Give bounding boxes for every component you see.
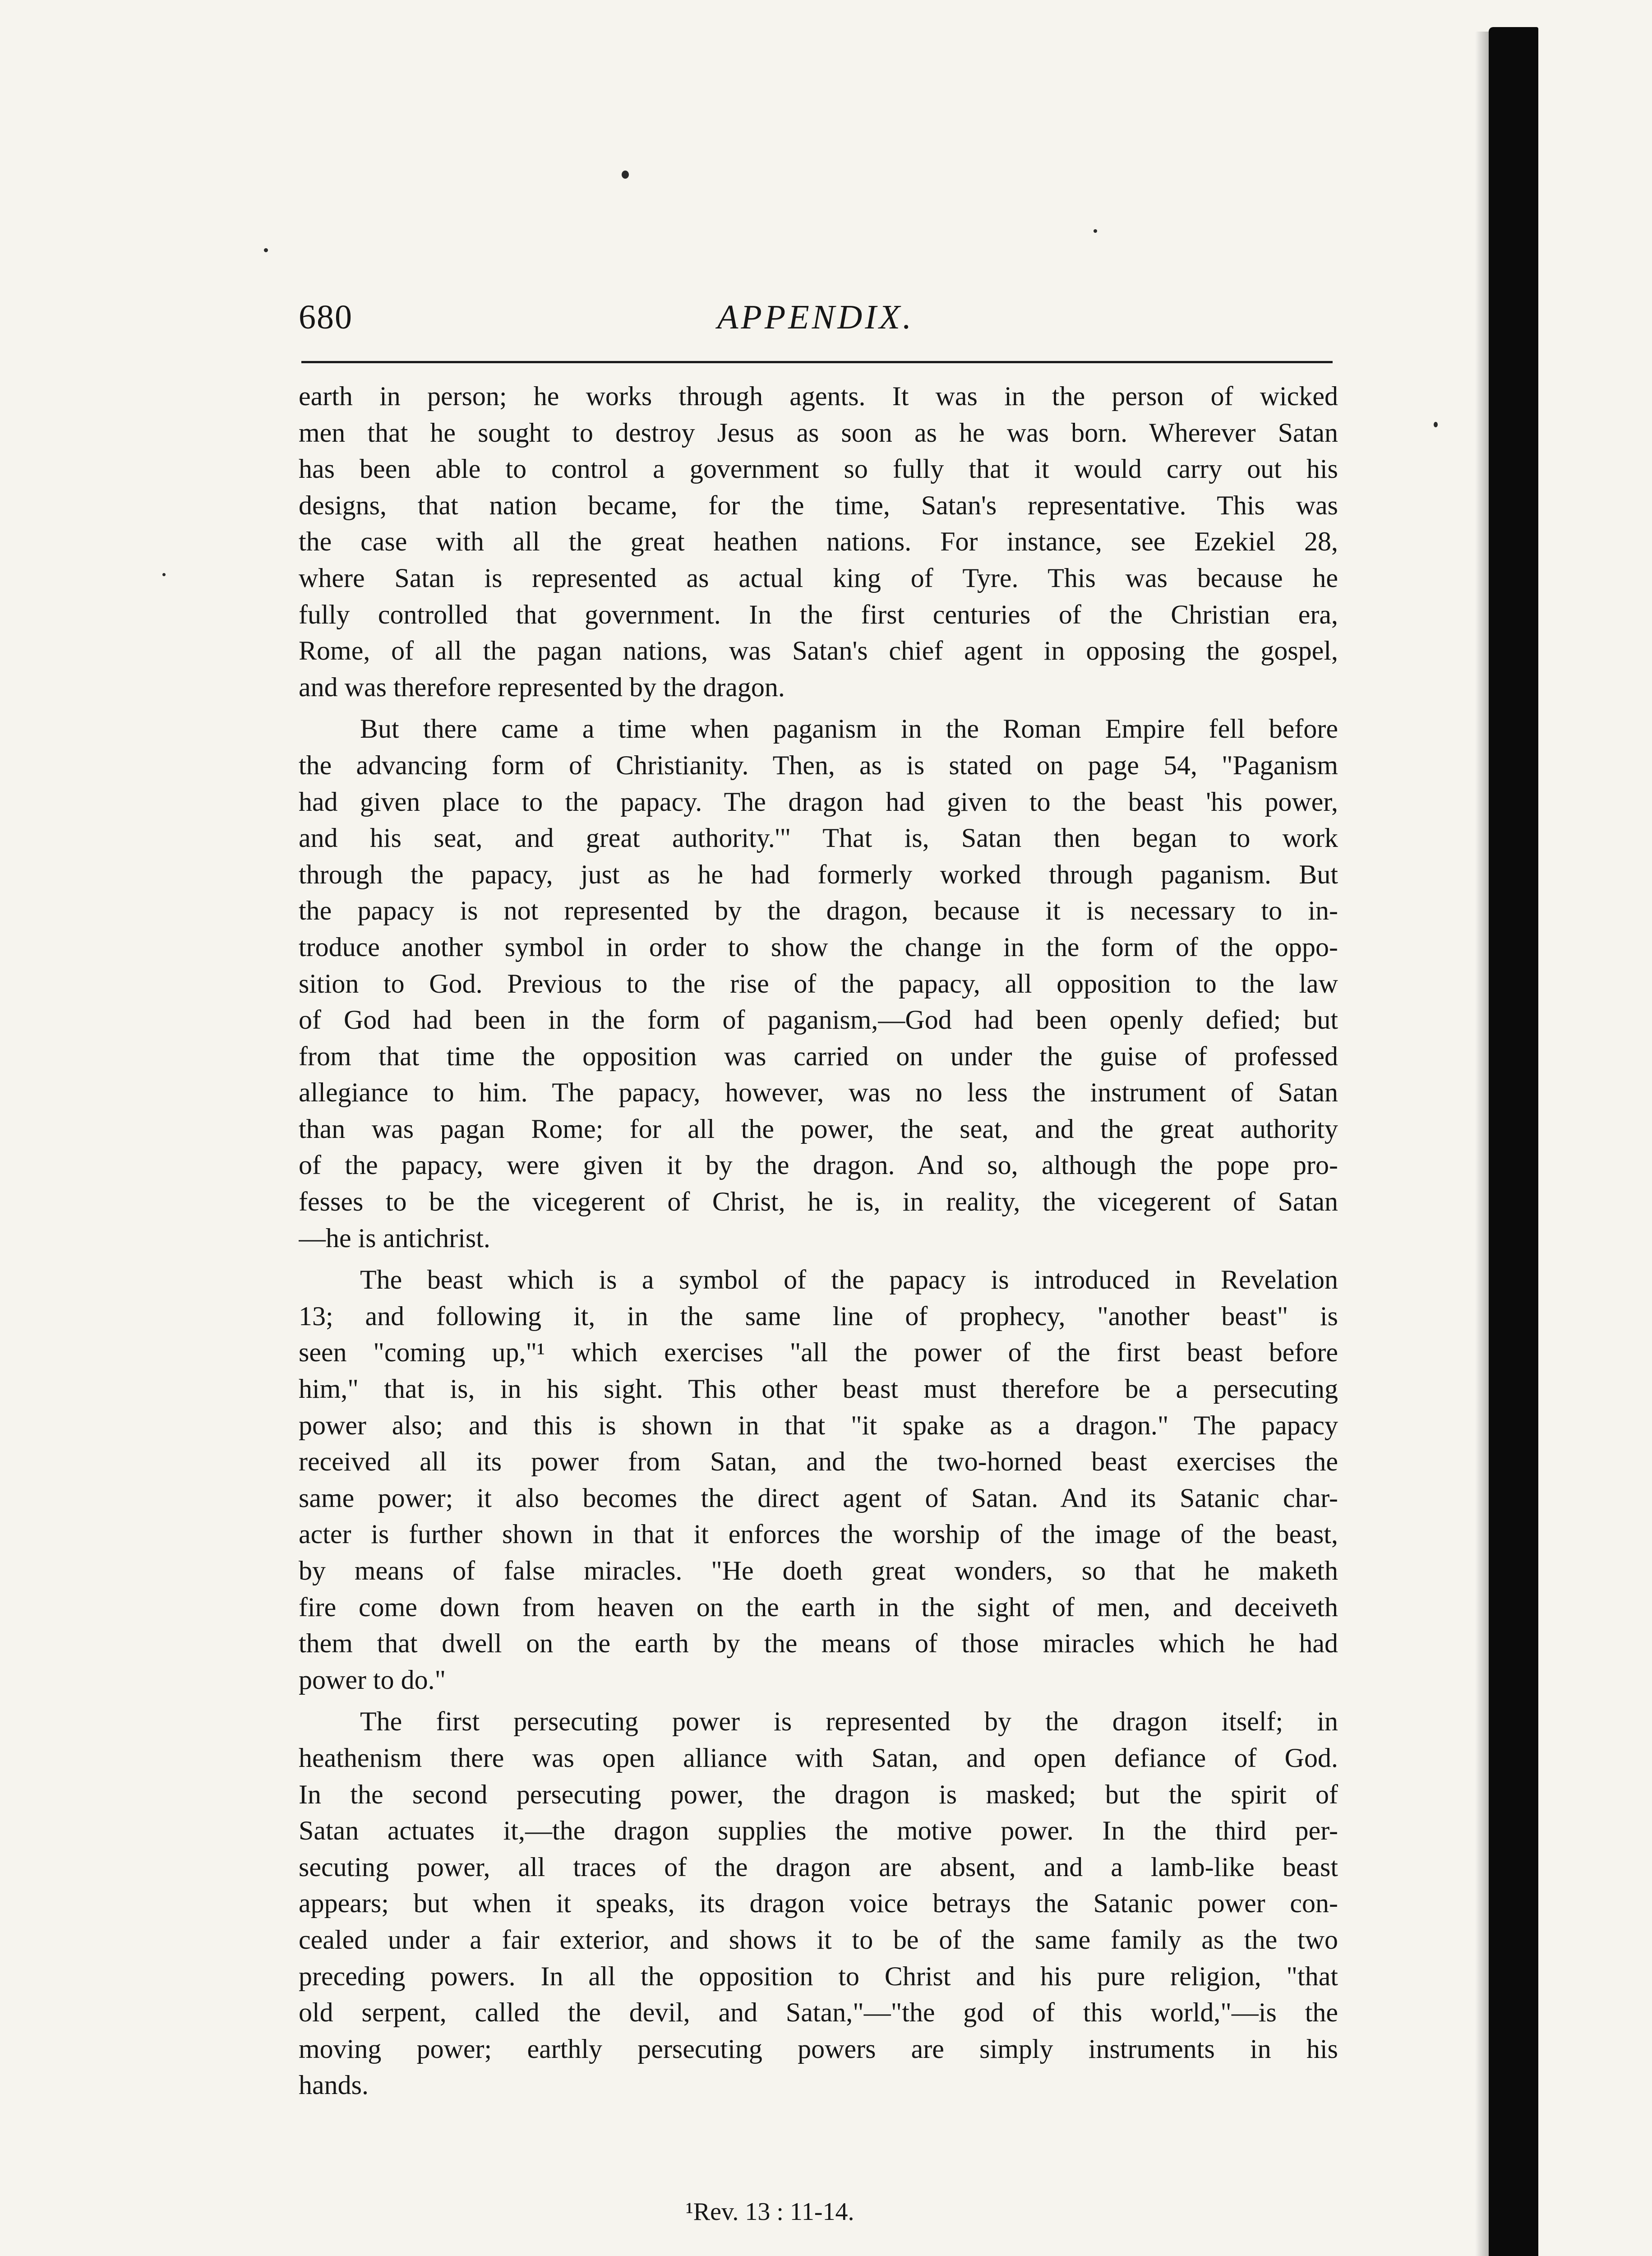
text-line: allegiance to him. The papacy, however, was no less the instrument of Satan bbox=[299, 1077, 1338, 1108]
paragraph-gap bbox=[299, 705, 1338, 711]
text-line: troduce another symbol in order to show the change in the form of the oppo- bbox=[299, 932, 1338, 962]
page-binding-edge bbox=[1489, 27, 1538, 2256]
text-line: same power; it also becomes the direct agent of Satan. And its Satanic char- bbox=[299, 1483, 1338, 1513]
text-line: secuting power, all traces of the dragon are absent, and a lamb-like beast bbox=[299, 1852, 1338, 1882]
text-line: fully controlled that government. In the first centuries of the Christian era, bbox=[299, 599, 1338, 629]
text-line: heathenism there was open alliance with Satan, and open defiance of God. bbox=[299, 1743, 1338, 1773]
text-line: 13; and following it, in the same line of prophecy, "another beast" is bbox=[299, 1301, 1338, 1331]
scan-speck bbox=[1434, 422, 1438, 427]
text-line: sition to God. Previous to the rise of the papacy, all opposition to the law bbox=[299, 968, 1338, 999]
text-line: the advancing form of Christianity. Then, as is stated on page 54, "Paganism bbox=[299, 750, 1338, 780]
paragraph bbox=[299, 711, 1338, 1256]
running-head bbox=[299, 298, 1333, 347]
text-line: fire come down from heaven on the earth in the sight of men, and deceiveth bbox=[299, 1592, 1338, 1622]
text-line: hands. bbox=[299, 2070, 369, 2100]
text-line: and his seat, and great authority.'" That is, Satan then began to work bbox=[299, 823, 1338, 853]
text-line: old serpent, called the devil, and Satan,"—"the god of this world,"—is the bbox=[299, 1997, 1338, 2028]
paragraph bbox=[299, 378, 1338, 705]
binding-shadow bbox=[1475, 32, 1489, 2256]
page-number: 680 bbox=[299, 298, 353, 336]
text-line: —he is antichrist. bbox=[299, 1223, 490, 1253]
scan-speck bbox=[162, 573, 166, 576]
scan-speck bbox=[1094, 229, 1097, 233]
text-line: by means of false miracles. "He doeth great wonders, so that he maketh bbox=[299, 1556, 1338, 1586]
text-line: men that he sought to destroy Jesus as soon as he was born. Wherever Satan bbox=[299, 417, 1338, 448]
text-line: preceding powers. In all the opposition to Christ and his pure religion, "that bbox=[299, 1961, 1338, 1991]
text-line: and was therefore represented by the dragon. bbox=[299, 672, 785, 702]
text-line: than was pagan Rome; for all the power, the seat, and the great authority bbox=[299, 1114, 1338, 1144]
text-line: designs, that nation became, for the time, Satan's representative. This was bbox=[299, 490, 1338, 520]
text-line: has been able to control a government so fully that it would carry out his bbox=[299, 454, 1338, 484]
text-line: of the papacy, were given it by the dragon. And so, although the pope pro- bbox=[299, 1150, 1338, 1180]
text-line: appears; but when it speaks, its dragon voice betrays the Satanic power con- bbox=[299, 1888, 1338, 1919]
text-line: The beast which is a symbol of the papacy is introduced in Revelation bbox=[360, 1265, 1338, 1295]
text-line: him," that is, in his sight. This other beast must therefore be a persecuting bbox=[299, 1374, 1338, 1404]
paragraph-gap bbox=[299, 1698, 1338, 1703]
text-line: the case with all the great heathen nations. For instance, see Ezekiel 28, bbox=[299, 527, 1338, 557]
text-line: earth in person; he works through agents. It was in the person of wicked bbox=[299, 381, 1338, 411]
text-line: power to do." bbox=[299, 1664, 446, 1695]
text-line: the papacy is not represented by the dragon, because it is necessary to in- bbox=[299, 896, 1338, 926]
text-line: them that dwell on the earth by the means of those miracles which he had bbox=[299, 1628, 1338, 1659]
text-line: seen "coming up,"¹ which exercises "all the power of the first beast before bbox=[299, 1337, 1338, 1368]
text-line: had given place to the papacy. The dragon had given to the beast 'his power, bbox=[299, 786, 1338, 817]
text-line: In the second persecuting power, the dragon is masked; but the spirit of bbox=[299, 1779, 1338, 1809]
text-line: power also; and this is shown in that "it spake as a dragon." The papacy bbox=[299, 1410, 1338, 1440]
text-line: acter is further shown in that it enforces the worship of the image of the beast, bbox=[299, 1519, 1338, 1549]
paragraph bbox=[299, 1262, 1338, 1698]
text-line: fesses to be the vicegerent of Christ, he is, in reality, the vicegerent of Satan bbox=[299, 1187, 1338, 1217]
scan-speck bbox=[264, 248, 268, 252]
text-line: moving power; earthly persecuting powers are simply instruments in his bbox=[299, 2034, 1338, 2064]
text-line: through the papacy, just as he had formerly worked through paganism. But bbox=[299, 859, 1338, 889]
text-line: cealed under a fair exterior, and shows it to be of the same family as the two bbox=[299, 1924, 1338, 1955]
paragraph bbox=[299, 1703, 1338, 2103]
text-line: received all its power from Satan, and the two-horned beast exercises the bbox=[299, 1447, 1338, 1477]
body-text bbox=[299, 378, 1338, 2103]
paragraph-gap bbox=[299, 1256, 1338, 1262]
text-line: Rome, of all the pagan nations, was Satan's chief agent in opposing the gospel, bbox=[299, 636, 1338, 666]
footnote: ¹Rev. 13 : 11-14. bbox=[686, 2198, 854, 2226]
text-line: Satan actuates it,—the dragon supplies the motive power. In the third per- bbox=[299, 1816, 1338, 1846]
text-line: But there came a time when paganism in the Roman Empire fell before bbox=[360, 714, 1338, 744]
scan-speck bbox=[622, 171, 629, 179]
running-title: APPENDIX. bbox=[717, 298, 914, 336]
text-line: of God had been in the form of paganism,—God had been openly defied; but bbox=[299, 1005, 1338, 1035]
text-line: where Satan is represented as actual king of Tyre. This was because he bbox=[299, 563, 1338, 593]
text-line: from that time the opposition was carried on under the guise of professed bbox=[299, 1041, 1338, 1071]
text-line: The first persecuting power is represented by the dragon itself; in bbox=[360, 1706, 1338, 1737]
header-rule bbox=[301, 361, 1333, 363]
